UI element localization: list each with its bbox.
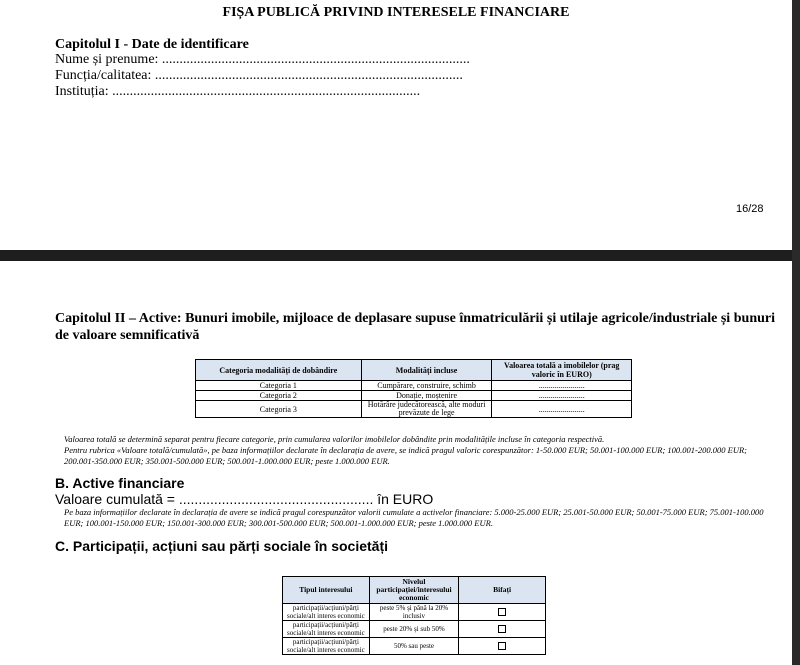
table-cell: Cumpărare, construire, schimb bbox=[361, 381, 492, 391]
chapter-2-heading: Capitolul II – Active: Bunuri imobile, mijloace de deplasare supuse înmatriculării și utilaje agricole/industriale și bunuri de valoare semnificativă bbox=[55, 311, 775, 343]
table-row bbox=[283, 604, 546, 621]
checkbox-cell bbox=[459, 604, 546, 621]
table-cell: ....................... bbox=[492, 381, 632, 391]
table-header: Modalități incluse bbox=[361, 360, 492, 381]
function-field-line: Funcția/calitatea: ........................................................................................ bbox=[55, 68, 463, 83]
table-cell: Hotărâre judecătorească, alte moduri prevăzute de lege bbox=[361, 401, 492, 418]
table-row bbox=[196, 401, 632, 418]
table-header: Categoria modalități de dobândire bbox=[196, 360, 362, 381]
table-header-row bbox=[283, 577, 546, 604]
table-cell: peste 5% și până la 20% inclusiv bbox=[369, 604, 458, 621]
cumulative-value-line: Valoare cumulată = .................................................. în EURO bbox=[55, 491, 434, 507]
table-header: Tipul interesului bbox=[283, 577, 370, 604]
table-row bbox=[283, 621, 546, 638]
table-cell: peste 20% și sub 50% bbox=[369, 621, 458, 638]
chapter-1-heading: Capitolul I - Date de identificare bbox=[55, 37, 249, 52]
table-cell: Categoria 1 bbox=[196, 381, 362, 391]
table-row bbox=[196, 381, 632, 391]
table-header: Bifați bbox=[459, 577, 546, 604]
checkbox-cell bbox=[459, 638, 546, 655]
note-value-thresholds: Pentru rubrica «Valoare totală/cumulată», pe baza informațiilor declarate în declarația de avere, se indică pragul valoric corespunzător: 1-50.000 EUR; 50.001-100.000 EUR; 100.001-200.000 EUR; 200.001-350.000 EUR; 350.001-500.000 EUR; 500.001-1.000.000 EUR; peste 1.000.000 EUR. bbox=[64, 445, 747, 466]
table-row bbox=[196, 391, 632, 401]
table-cell: participații/acțiuni/părți sociale/alt interes economic bbox=[283, 638, 370, 655]
table-row bbox=[283, 638, 546, 655]
table-header: Valoarea totală a imobilelor (prag valoric în EURO) bbox=[492, 360, 632, 381]
section-b-heading: B. Active financiare bbox=[55, 475, 185, 491]
institution-field-line: Instituția: ........................................................................................ bbox=[55, 84, 421, 99]
document-page-17 bbox=[0, 261, 792, 665]
checkbox[interactable] bbox=[498, 642, 506, 650]
table-cell: participații/acțiuni/părți sociale/alt interes economic bbox=[283, 621, 370, 638]
table-header-row bbox=[196, 360, 632, 381]
table-header: Nivelul participației/interesului economic bbox=[369, 577, 458, 604]
table-cell: ....................... bbox=[492, 401, 632, 418]
table-cell: participații/acțiuni/părți sociale/alt interes economic bbox=[283, 604, 370, 621]
checkbox-cell bbox=[459, 621, 546, 638]
note-financial-thresholds: Pe baza informațiilor declarate în declarația de avere se indică pragul corespunzător valorii cumulate a activelor financiare: 5.000-25.000 EUR; 25.001-50.000 EUR; 50.001-75.000 EUR; 75.001-100.000 EUR; 100.001-150.000 EUR; 150.001-300.000 EUR; 300.001-500.000 EUR; 500.001-1.000.000 EUR; peste 1.000.000 EUR. bbox=[64, 507, 764, 528]
participations-table bbox=[282, 576, 546, 655]
checkbox[interactable] bbox=[498, 625, 506, 633]
table-cell: 50% sau peste bbox=[369, 638, 458, 655]
document-title: FIȘA PUBLICĂ PRIVIND INTERESELE FINANCIARE bbox=[222, 5, 570, 20]
table-cell: Categoria 3 bbox=[196, 401, 362, 418]
checkbox[interactable] bbox=[498, 608, 506, 616]
section-c-heading: C. Participații, acțiuni sau părți sociale în societăți bbox=[55, 538, 388, 554]
assets-table bbox=[195, 359, 632, 418]
page-number: 16/28 bbox=[736, 203, 764, 215]
name-field-line: Nume și prenume: ........................................................................................ bbox=[55, 52, 470, 67]
note-total-value: Valoarea totală se determină separat pentru fiecare categorie, prin cumularea valorilor imobilelor dobândite prin modalitățile incluse în categoria respectivă. bbox=[64, 434, 605, 444]
table-cell: Categoria 2 bbox=[196, 391, 362, 401]
table-cell: ....................... bbox=[492, 391, 632, 401]
viewer-scrollbar[interactable] bbox=[792, 0, 800, 665]
document-page-16 bbox=[0, 0, 792, 250]
table-cell: Donație, moștenire bbox=[361, 391, 492, 401]
